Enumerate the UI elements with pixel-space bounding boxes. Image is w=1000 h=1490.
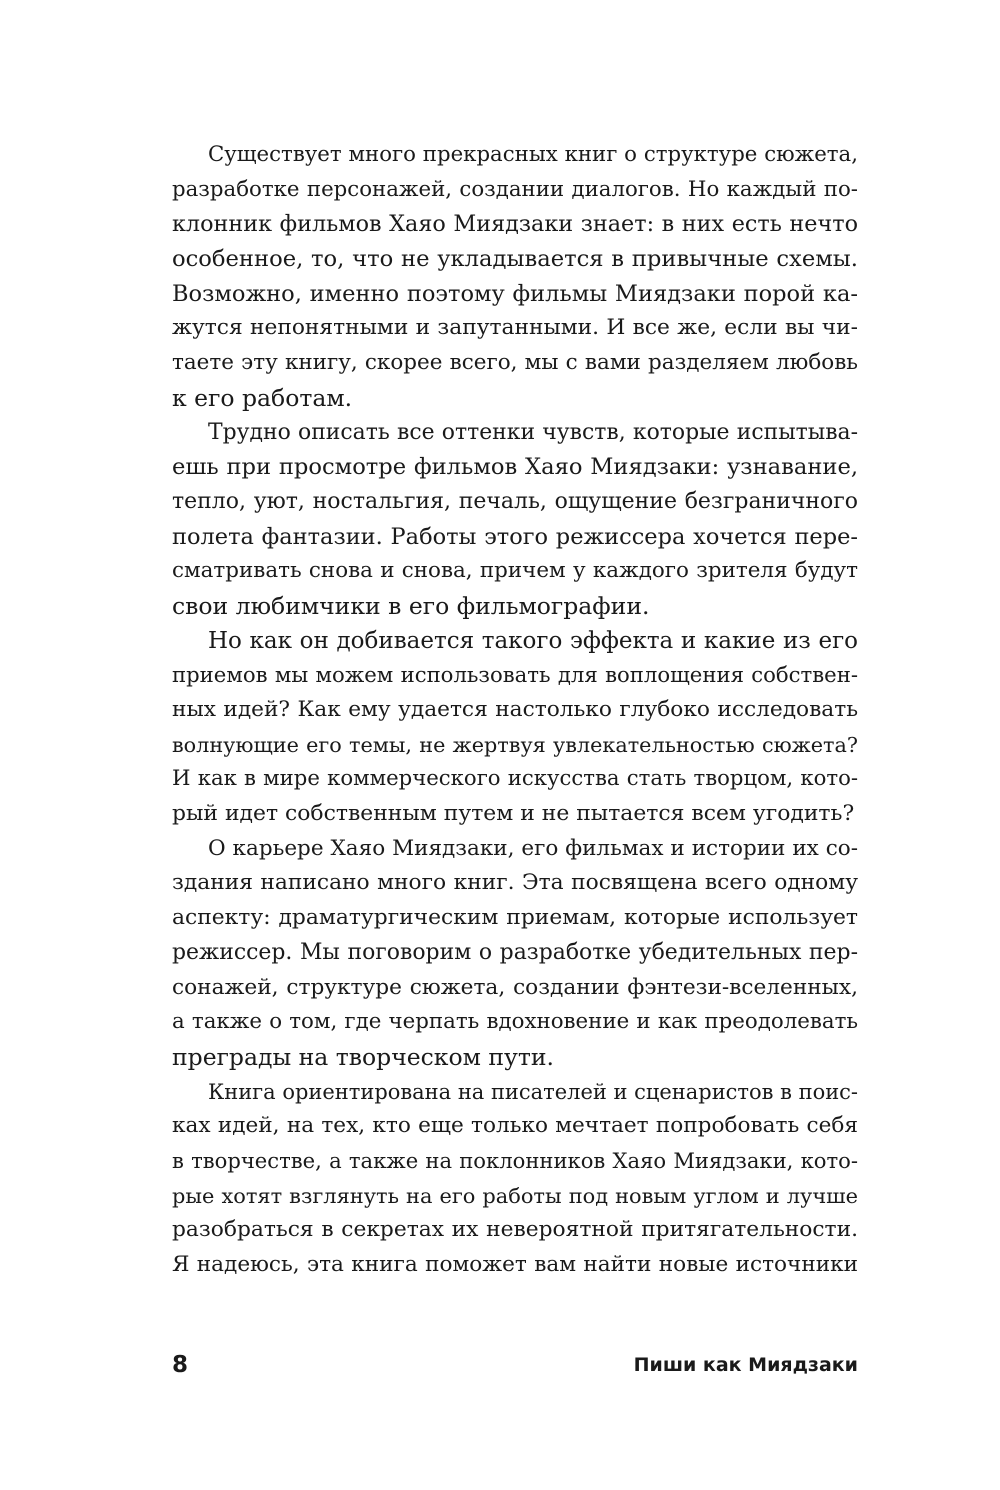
running-title: Пиши как Миядзаки: [633, 1354, 858, 1376]
text-line: разработке персонажей, создании диалогов. Но каждый по-: [172, 176, 858, 202]
text-line: в творчестве, а также на поклонников Хаяо Миядзаки, кото-: [172, 1147, 858, 1173]
text-line: Книга ориентирована на писателей и сценаристов в поис-: [208, 1079, 859, 1104]
text-line: волнующие его темы, не жертвуя увлекательностью сюжета?: [172, 732, 858, 757]
text-line: таете эту книгу, скорее всего, мы с вами разделяем любовь: [172, 350, 858, 376]
text-line: полета фантазии. Работы этого режиссера хочется пере-: [172, 523, 858, 550]
text-line: преграды на творческом пути.: [172, 1042, 555, 1071]
text-line: режиссер. Мы поговорим о разработке убедительных пер-: [172, 939, 858, 965]
text-line: Я надеюсь, эта книга поможет вам найти новые источники: [172, 1252, 858, 1277]
text-line: а также о том, где черпать вдохновение и как преодолевать: [172, 1009, 858, 1035]
text-line: клонник фильмов Хаяо Миядзаки знает: в них есть нечто: [172, 211, 858, 238]
text-line: ных идей? Как ему удается настолько глубоко исследовать: [172, 697, 858, 722]
text-line: Возможно, именно поэтому фильмы Миядзаки порой ка-: [172, 280, 858, 307]
page-footer: [172, 1350, 858, 1380]
text-line: Существует много прекрасных книг о структуре сюжета,: [208, 142, 858, 167]
text-line: приемов мы можем использовать для воплощения собствен-: [172, 662, 858, 688]
text-line: ешь при просмотре фильмов Хаяо Миядзаки: узнавание,: [172, 454, 858, 481]
text-line: О карьере Хаяо Миядзаки, его фильмах и истории их со-: [208, 835, 858, 861]
text-line: здания написано много книг. Эта посвящена всего одному: [172, 870, 858, 896]
body-text: [172, 138, 858, 1283]
text-line: ках идей, на тех, кто еще только мечтает попробовать себя: [172, 1113, 858, 1139]
text-line: к его работам.: [172, 383, 353, 412]
text-line: свои любимчики в его фильмографии.: [172, 591, 650, 620]
text-line: особенное, то, что не укладывается в привычные схемы.: [172, 246, 858, 273]
text-line: рые хотят взглянуть на его работы под новым углом и лучше: [172, 1183, 858, 1208]
text-line: разобраться в секретах их невероятной притягательности.: [172, 1217, 858, 1243]
text-line: Но как он добивается такого эффекта и какие из его: [208, 627, 858, 654]
text-line: сонажей, структуре сюжета, создании фэнтези-вселенных,: [172, 974, 858, 1000]
text-line: сматривать снова и снова, причем у каждого зрителя будут: [172, 558, 858, 584]
text-line: тепло, уют, ностальгия, печаль, ощущение безграничного: [172, 488, 858, 514]
text-line: И как в мире коммерческого искусства стать творцом, кото-: [172, 766, 858, 792]
text-line: аспекту: драматургическим приемам, которые использует: [172, 905, 858, 931]
text-line: рый идет собственным путем и не пытается всем угодить?: [172, 801, 855, 827]
text-line: Трудно описать все оттенки чувств, которые испытыва-: [208, 419, 858, 445]
text-line: жутся непонятными и запутанными. И все же, если вы чи-: [172, 315, 858, 341]
page-number: 8: [172, 1352, 189, 1378]
